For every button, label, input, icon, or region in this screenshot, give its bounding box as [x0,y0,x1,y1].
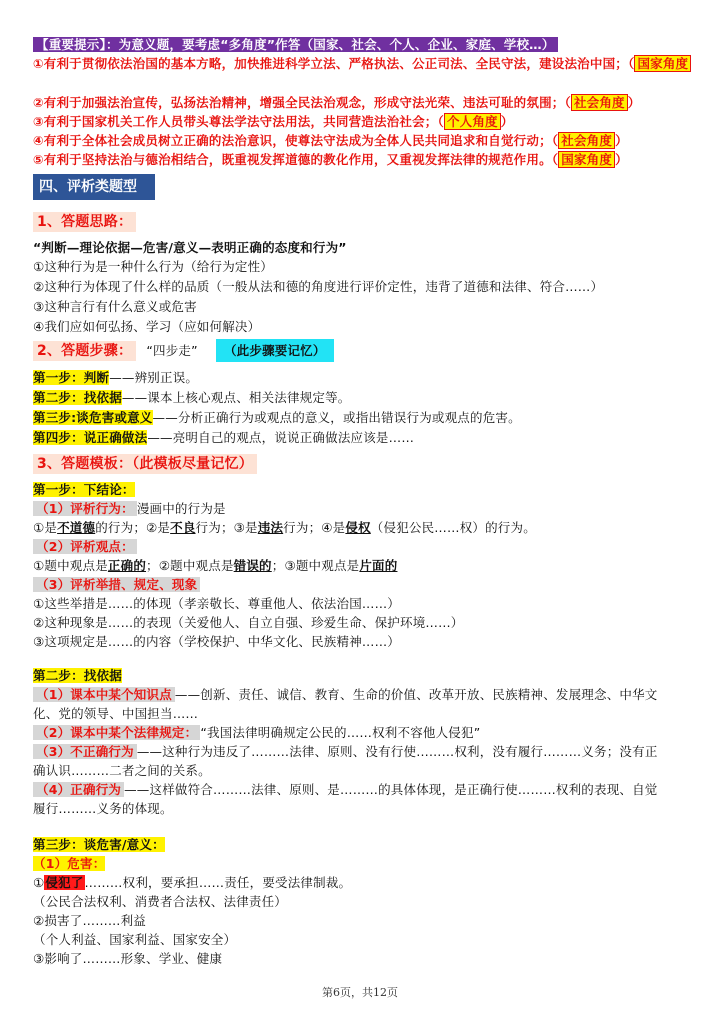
step3-line: （公民合法权利、消费者合法权、法律责任） [33,894,288,909]
memo-badge: （此步骤要记忆） [216,339,334,362]
part1-line: ①这种行为是一种什么行为（给行为定性） [33,259,274,274]
part2-heading: 2、答题步骤： [33,341,136,361]
step2-k4: （4）正确行为 ——这样做符合………法律、原则、是………的具体体现，是正确行使………权利的表现、自觉 [33,781,658,799]
step1-c: （3）评析举措、规定、现象 [33,576,200,594]
perspective-tag: 个人角度 [444,113,501,130]
tip-header: 【重要提示】：为意义题，要考虑“多角度”作答（国家、社会、个人、企业、家庭、学校…） [33,36,558,54]
step2-title: 第二步：找依据 [33,668,122,683]
part2-step: 第一步：判断——辨别正误。 [33,370,199,385]
step1-title: 第一步：下结论： [33,482,135,497]
part2-step: 第四步：说正确做法——亮明自己的观点，说说正确做法应该是…… [33,430,415,445]
step3-harm-label: （1）危害： [33,856,106,871]
step2-k3: （3）不正确行为 ——这种行为违反了………法律、原则、没有行使………权利，没有履行………义务；没有正 [33,743,658,761]
part1-heading: 1、答题思路： [33,213,136,231]
tip-item-4: ④有利于全体社会成员树立正确的法治意识，使尊法守法成为全体人民共同追求和自觉行动；（ 社会角度 ） [33,133,628,148]
step2-k1-cont: 化、党的领导、中国担当…… [33,706,199,721]
part1-line: ④我们应如何弘扬、学习（应如何解决） [33,319,261,334]
step1-b-line: ①题中观点是正确的；②题中观点是错误的；③题中观点是片面的 [33,558,398,573]
part3-heading: 3、答题模板：（此模板尽量记忆） [33,455,257,473]
step1-c-line: ③这项规定是……的内容（学校保护、中华文化、民族精神……） [33,634,401,649]
step3-line: ②损害了………利益 [33,913,147,928]
step3-title: 第三步：谈危害/意义： [33,837,165,852]
part2-quote: “四步走” [146,343,198,358]
part1-quote: “判断—理论依据—危害/意义—表明正确的态度和行为” [33,240,347,255]
step1-a-line: ①是不道德的行为；②是不良行为；③是违法行为；④是侵权（侵犯公民……权）的行为。 [33,520,536,535]
step2-k3-cont: 确认识………二者之间的关系。 [33,763,211,778]
perspective-tag: 国家角度 [634,55,691,72]
perspective-tag: 社会角度 [558,132,615,149]
perspective-tag: 社会角度 [571,94,628,111]
tip-item-3: ③有利于国家机关工作人员带头尊法学法守法用法，共同营造法治社会；（ 个人角度 ） [33,114,514,129]
section-title: 四、评析类题型 [33,174,155,200]
step2-k1: （1）课本中某个知识点 ——创新、责任、诚信、教育、生命的价值、改革开放、民族精神、发展理念、中华文 [33,686,658,704]
step1-c-line: ②这种现象是……的表现（关爱他人、自立自强、珍爱生命、保护环境……） [33,615,464,630]
part1-line: ②这种行为体现了什么样的品质（一般从法和德的角度进行评价定性，违背了道德和法律、符合……） [33,279,604,294]
page-number: 第6页，共12页 [322,986,398,999]
tip-item-1: ①有利于贯彻依法治国的基本方略，加快推进科学立法、严格执法、公正司法、全民守法，建设法治中国；（ 国家角度 [33,55,691,73]
tip-item-2: ②有利于加强法治宣传，弘扬法治精神，增强全民法治观念，形成守法光荣、违法可耻的氛围；（ 社会角度 ） [33,95,641,110]
step3-line: （个人利益、国家利益、国家安全） [33,932,237,947]
tip-item-5: ⑤有利于坚持法治与德治相结合，既重视发挥道德的教化作用，又重视发挥法律的规范作用。（ 国家角度 ） [33,152,628,167]
step1-a: （1）评析行为： 漫画中的行为是 [33,500,226,518]
part2-heading-row [33,342,334,360]
part2-step: 第三步:谈危害或意义——分析正确行为或观点的意义，或指出错误行为或观点的危害。 [33,410,521,425]
perspective-tag: 国家角度 [558,151,615,168]
step2-k4-cont: 履行………义务的体现。 [33,801,173,816]
step2-k2: （2）课本中某个法律规定： “我国法律明确规定公民的……权利不容他人侵犯” [33,724,480,742]
step3-line: ③影响了………形象、学业、健康 [33,951,223,966]
part2-step: 第二步：找依据——课本上核心观点、相关法律规定等。 [33,390,351,405]
step3-line: ①侵犯了………权利，要承担……责任，要受法律制裁。 [33,875,352,890]
step1-b: （2）评析观点： [33,538,137,556]
part1-line: ③这种言行有什么意义或危害 [33,299,197,314]
step1-c-line: ①这些举措是……的体现（孝亲敬长、尊重他人、依法治国……） [33,596,401,611]
